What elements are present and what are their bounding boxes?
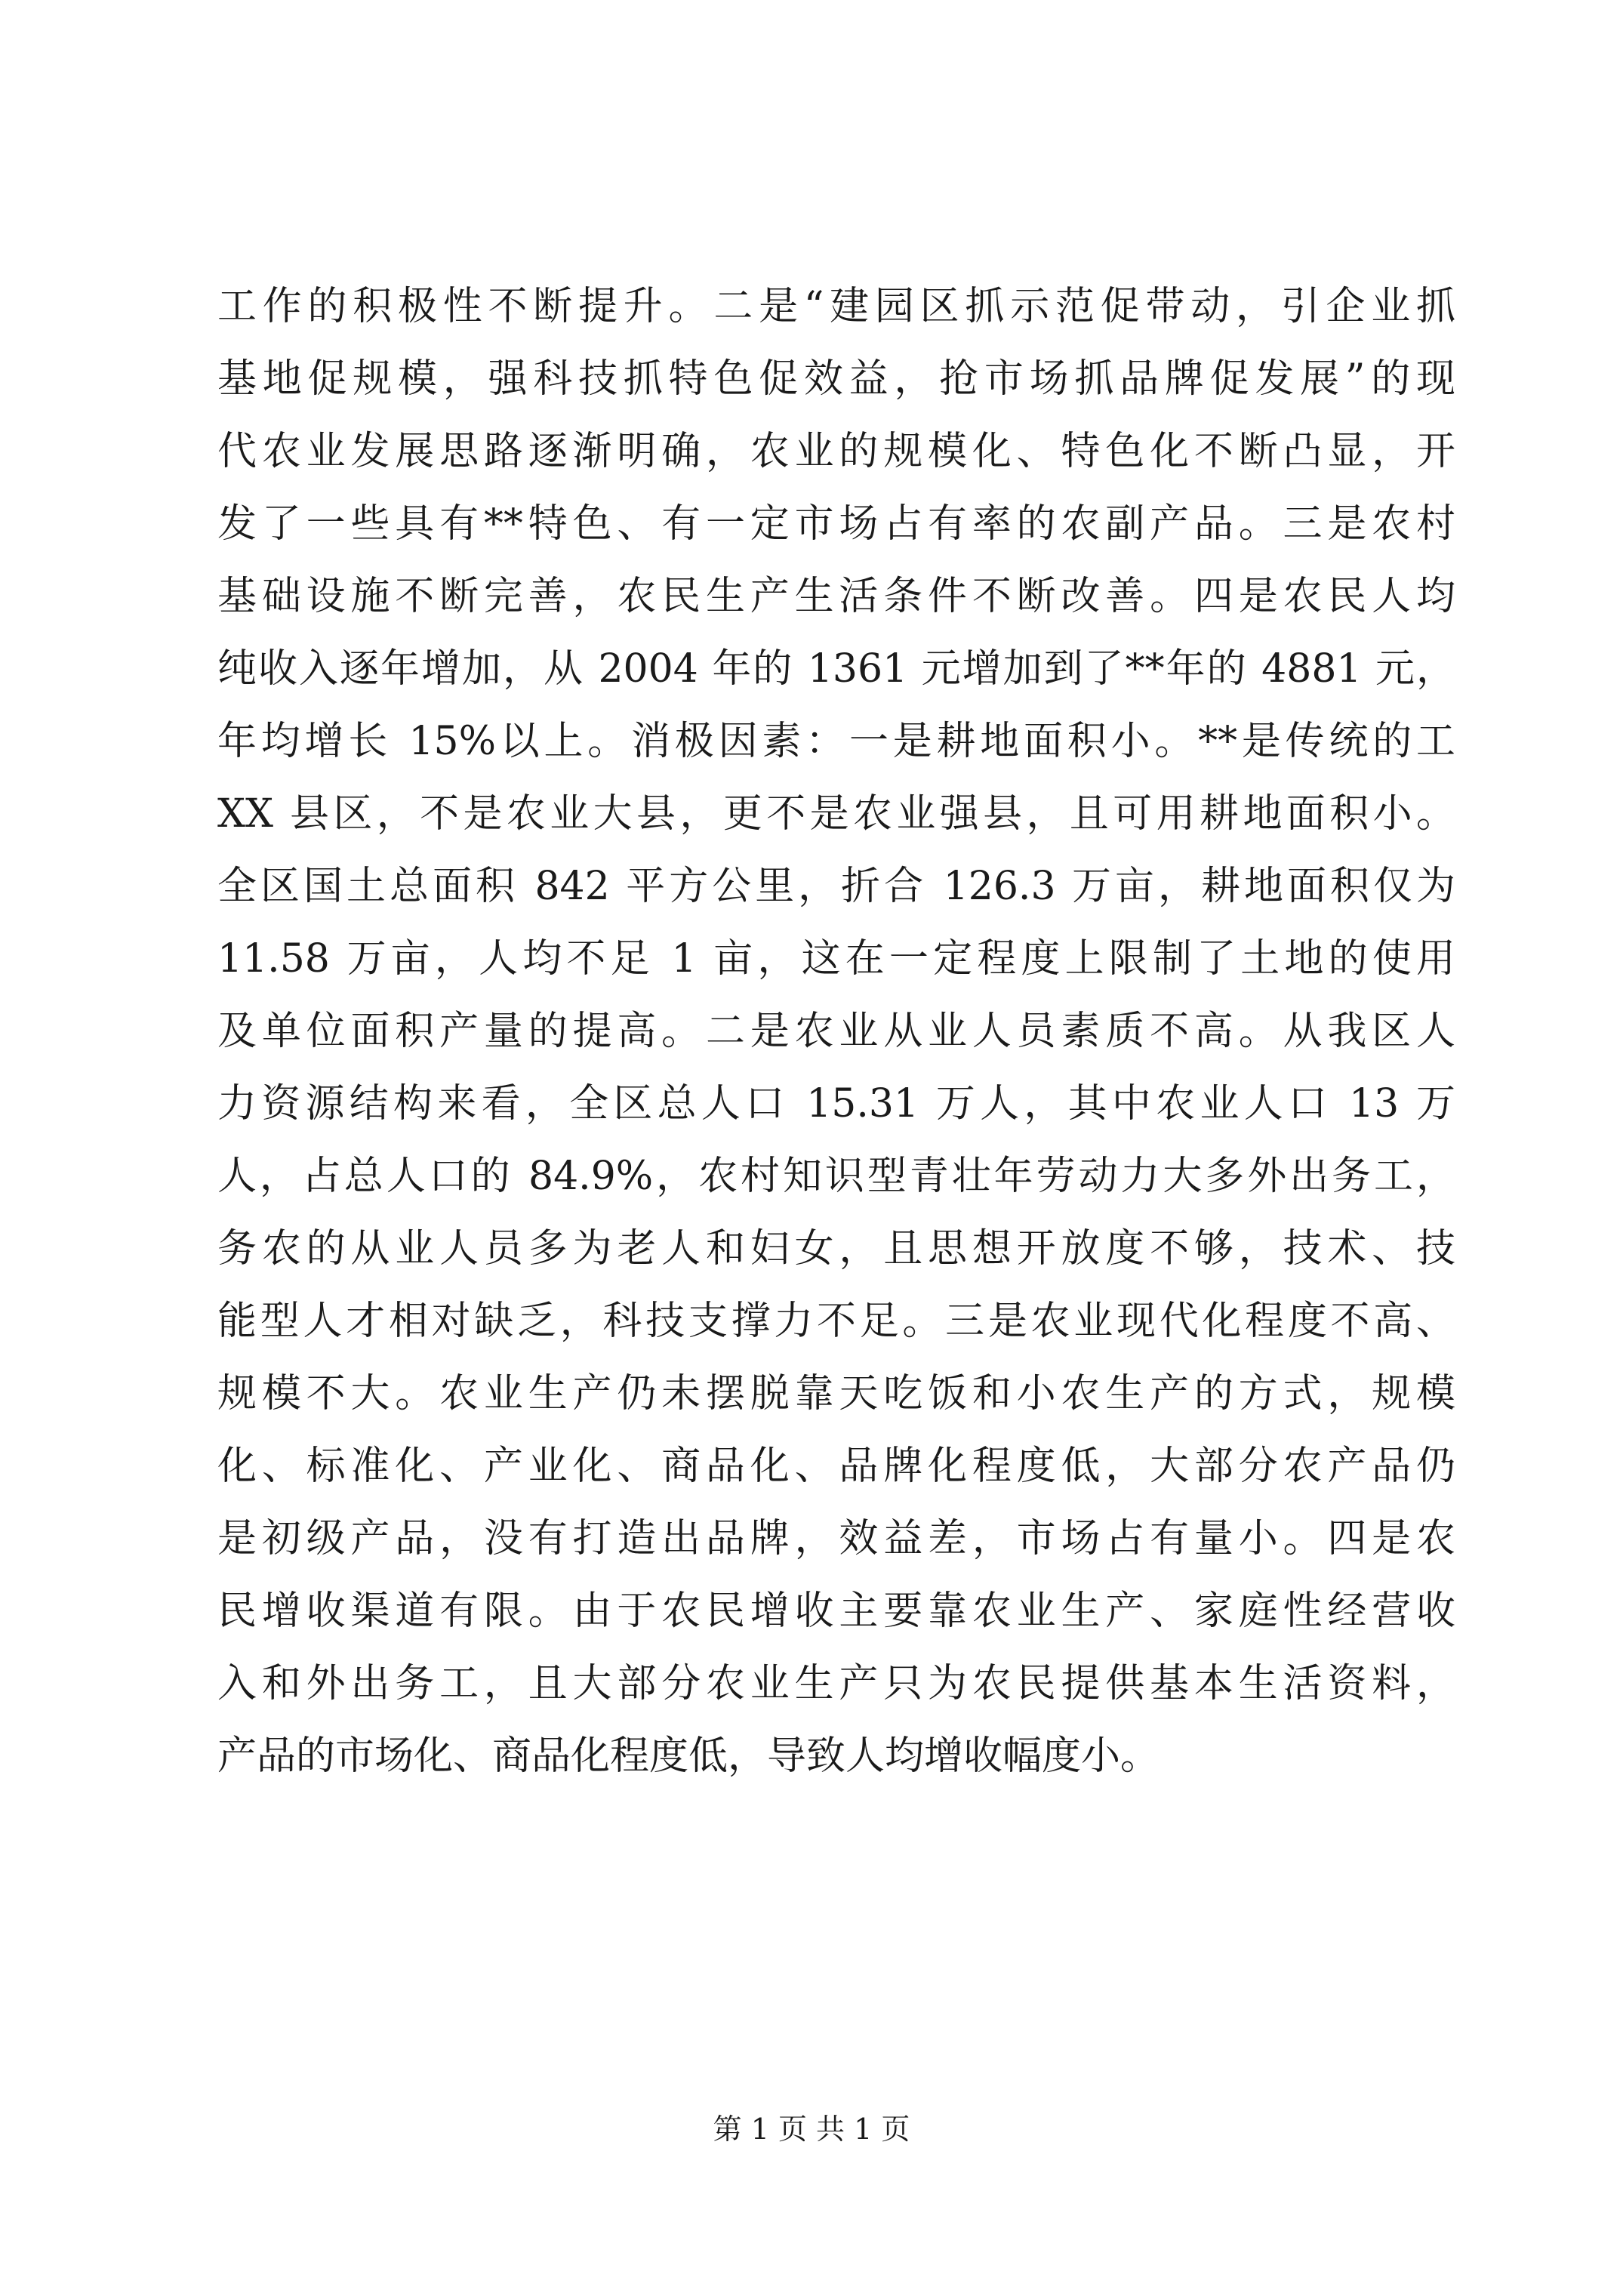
text-line-15: 能型人才相对缺乏，科技支撑力不足。三是农业现代化程度不高、 — [217, 1299, 1455, 1344]
text-line-9: 全区国土总面积 842 平方公里，折合 126.3 万亩，耕地面积仅为 — [217, 864, 1455, 909]
page-footer — [0, 2106, 1623, 2152]
text-line-13: 人，占总人口的 84.9%，农村知识型青壮年劳动力大多外出务工， — [217, 1154, 1455, 1199]
text-line-14: 务农的从业人员多为老人和妇女，且思想开放度不够，技术、技 — [217, 1226, 1455, 1271]
text-line-7: 年均增长 15%以上。消极因素：一是耕地面积小。**是传统的工 — [217, 719, 1455, 764]
text-line-3: 代农业发展思路逐渐明确，农业的规模化、特色化不断凸显，开 — [217, 429, 1455, 474]
text-line-17: 化、标准化、产业化、商品化、品牌化程度低，大部分农产品仍 — [217, 1444, 1455, 1489]
text-line-10: 11.58 万亩，人均不足 1 亩，这在一定程度上限制了土地的使用 — [217, 936, 1455, 982]
text-line-2: 基地促规模，强科技抓特色促效益，抢市场抓品牌促发展”的现 — [217, 356, 1455, 402]
text-line-5: 基础设施不断完善，农民生产生活条件不断改善。四是农民人均 — [217, 574, 1455, 619]
text-line-18: 是初级产品，没有打造出品牌，效益差，市场占有量小。四是农 — [217, 1516, 1455, 1561]
text-line-16: 规模不大。农业生产仍未摆脱靠天吃饭和小农生产的方式，规模 — [217, 1371, 1455, 1416]
text-line-12: 力资源结构来看，全区总人口 15.31 万人，其中农业人口 13 万 — [217, 1081, 1455, 1126]
text-line-6: 纯收入逐年增加，从 2004 年的 1361 元增加到了**年的 4881 元， — [217, 646, 1455, 692]
text-line-11: 及单位面积产量的提高。二是农业从业人员素质不高。从我区人 — [217, 1009, 1455, 1054]
body-text — [217, 270, 1455, 1792]
text-line-1: 工作的积极性不断提升。二是“建园区抓示范促带动，引企业抓 — [217, 284, 1455, 329]
text-line-8: XX 县区，不是农业大县，更不是农业强县，且可用耕地面积小。 — [217, 791, 1455, 837]
text-line-21: 产品的市场化、商品化程度低，导致人均增收幅度小。 — [217, 1734, 1160, 1779]
page-number-label: 第 1 页 共 1 页 — [713, 2113, 910, 2146]
text-line-19: 民增收渠道有限。由于农民增收主要靠农业生产、家庭性经营收 — [217, 1589, 1455, 1634]
text-line-4: 发了一些具有**特色、有一定市场占有率的农副产品。三是农村 — [217, 501, 1455, 547]
text-line-20: 入和外出务工，且大部分农业生产只为农民提供基本生活资料， — [217, 1661, 1455, 1706]
